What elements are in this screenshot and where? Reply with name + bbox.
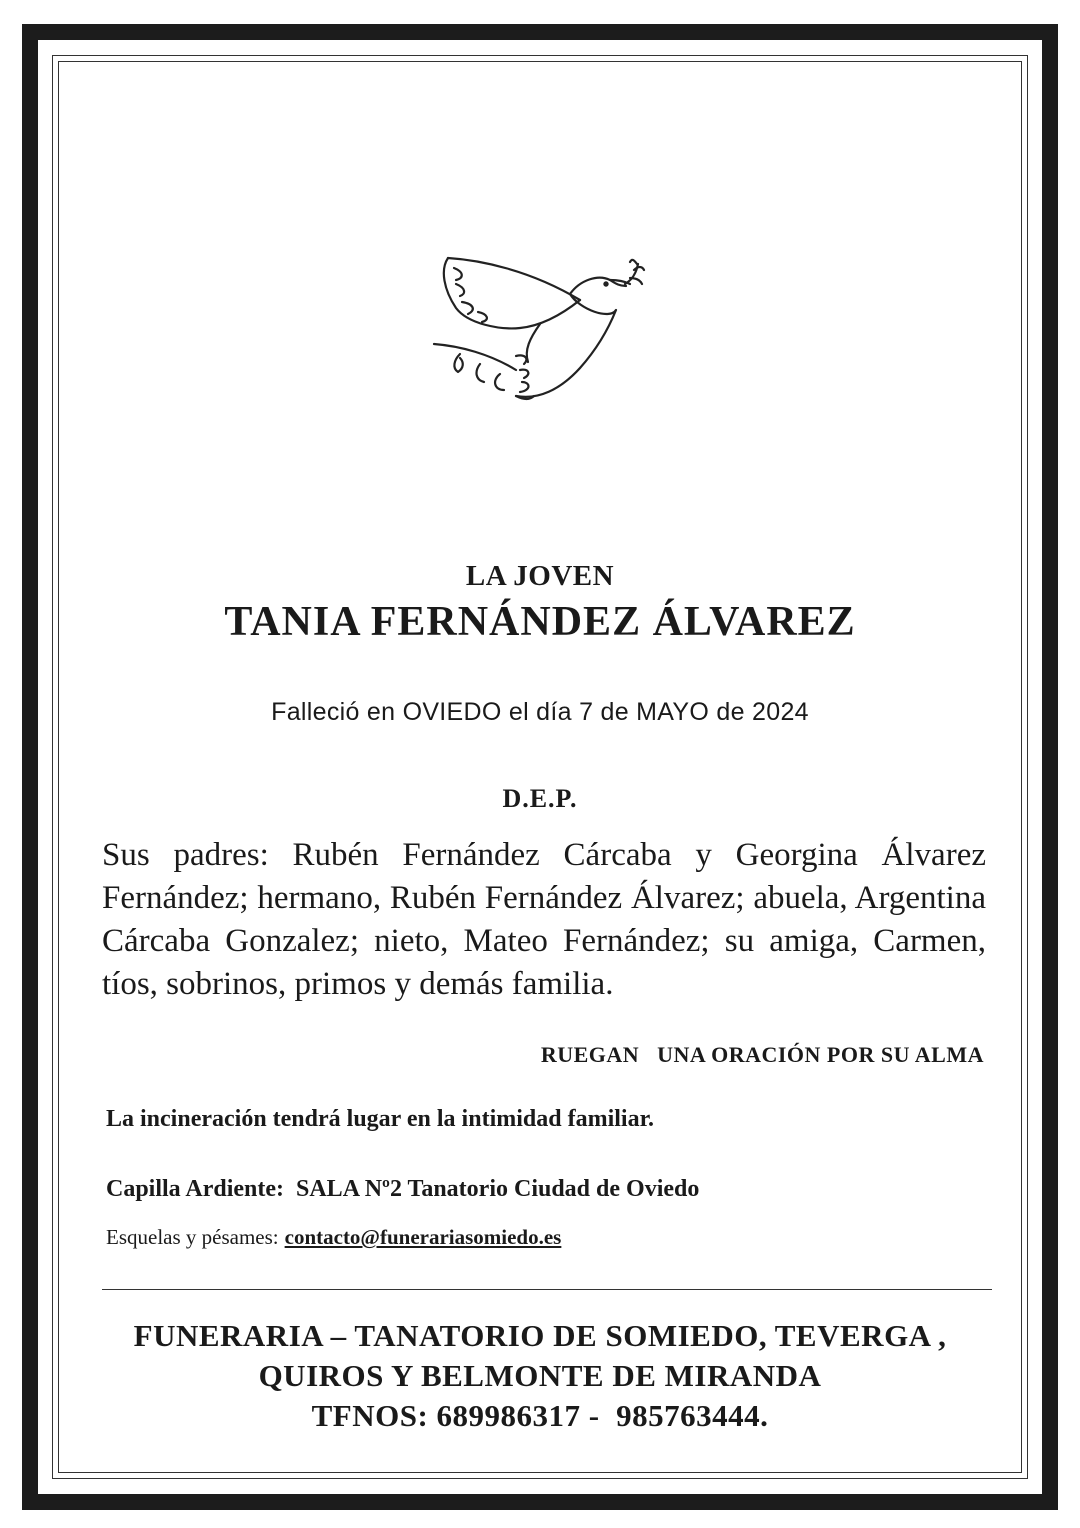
condolences-label: Esquelas y pésames: — [106, 1225, 279, 1249]
condolences-email-link[interactable]: contacto@funerariasomiedo.es — [284, 1225, 562, 1249]
prayer-request: RUEGAN UNA ORACIÓN POR SU ALMA — [540, 1042, 984, 1067]
family-paragraph: Sus padres: Rubén Fernández Cárcaba y Georgina Álvarez Fernández; hermano, Rubén Fernández Álvarez; abuela, Argentina Cárcaba Gonzalez; nieto, Mateo Fernández; su amiga, Carmen, tíos, sobrinos, primos y demás familia. — [102, 837, 986, 1002]
chapel-value: SALA Nº2 Tanatorio Ciudad de Oviedo — [296, 1176, 700, 1202]
funeral-home-footer — [0, 1316, 1080, 1436]
footer-divider — [102, 1289, 992, 1290]
chapel-label: Capilla Ardiente: — [106, 1176, 284, 1202]
condolences-info — [106, 1225, 561, 1250]
peace-dove-icon — [420, 250, 660, 410]
footer-line-1: FUNERARIA – TANATORIO DE SOMIEDO, TEVERGA , — [133, 1318, 947, 1353]
mourning-frame — [22, 24, 1058, 1510]
footer-phones: TFNOS: 689986317 - 985763444. — [311, 1398, 769, 1433]
deceased-name: TANIA FERNÁNDEZ ÁLVAREZ — [224, 599, 856, 645]
dep-heading: D.E.P. — [502, 784, 578, 813]
death-details: Falleció en OVIEDO el día 7 de MAYO de 2024 — [271, 698, 809, 726]
notice-prefix: LA JOVEN — [465, 560, 615, 592]
cremation-notice: La incineración tendrá lugar en la intimidad familiar. — [106, 1106, 655, 1132]
footer-line-2: QUIROS Y BELMONTE DE MIRANDA — [258, 1358, 822, 1393]
chapel-info — [106, 1176, 699, 1203]
